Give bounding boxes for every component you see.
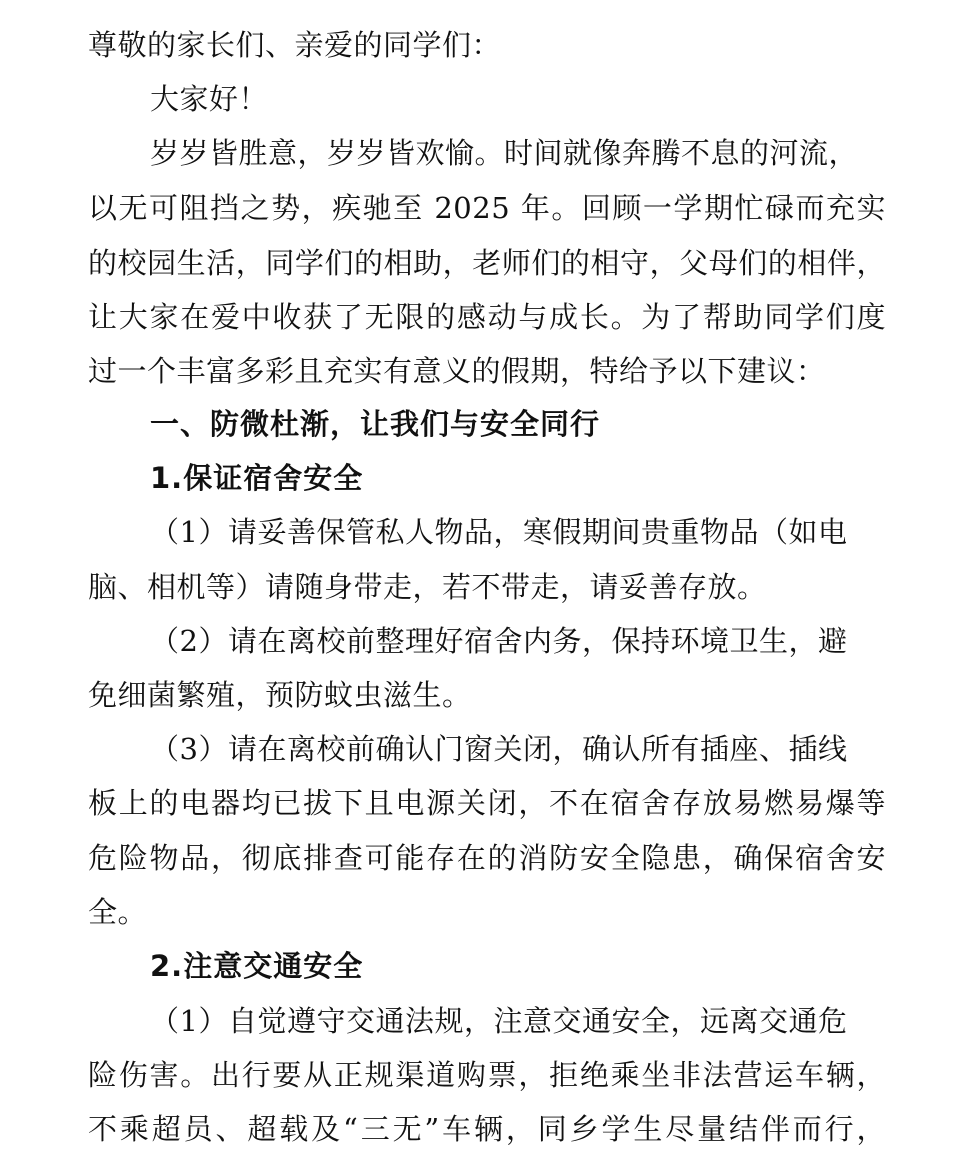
paragraph-line: 过一个丰富多彩且充实有意义的假期，特给予以下建议： (88, 354, 826, 388)
greeting-line: 大家好！ (150, 82, 269, 116)
list-item-line: 险伤害。出行要从正规渠道购票，拒绝乘坐非法营运车辆， (88, 1058, 886, 1092)
list-item-line: （1）自觉遵守交通法规，注意交通安全，远离交通危 (150, 1004, 848, 1038)
list-item-line: 不乘超员、超载及“三无”车辆，同乡学生尽量结伴而行， (88, 1112, 886, 1146)
salutation-line: 尊敬的家长们、亲爱的同学们： (88, 28, 502, 62)
paragraph-line: 岁岁皆胜意，岁岁皆欢愉。时间就像奔腾不息的河流， (150, 136, 859, 170)
list-item-line: （2）请在离校前整理好宿舍内务，保持环境卫生，避 (150, 624, 848, 658)
list-item-line: 脑、相机等）请随身带走，若不带走，请妥善存放。 (88, 570, 767, 604)
list-item-line: （3）请在离校前确认门窗关闭，确认所有插座、插线 (150, 732, 848, 766)
list-item-line: 全。 (88, 895, 148, 929)
list-item-line: 板上的电器均已拔下且电源关闭，不在宿舍存放易燃易爆等 (88, 786, 886, 820)
subsection-heading: 2.注意交通安全 (150, 949, 364, 983)
subsection-heading: 1.保证宿舍安全 (150, 461, 364, 495)
list-item-line: （1）请妥善保管私人物品，寒假期间贵重物品（如电 (150, 515, 848, 549)
list-item-line: 危险物品，彻底排查可能存在的消防安全隐患，确保宿舍安 (88, 841, 886, 875)
section-heading: 一、防微杜渐，让我们与安全同行 (150, 407, 601, 441)
paragraph-line: 以无可阻挡之势，疾驰至 2025 年。回顾一学期忙碌而充实 (88, 191, 886, 225)
paragraph-line: 的校园生活，同学们的相助，老师们的相守，父母们的相伴， (88, 246, 886, 280)
paragraph-line: 让大家在爱中收获了无限的感动与成长。为了帮助同学们度 (88, 300, 886, 334)
list-item-line: 免细菌繁殖，预防蚊虫滋生。 (88, 678, 472, 712)
